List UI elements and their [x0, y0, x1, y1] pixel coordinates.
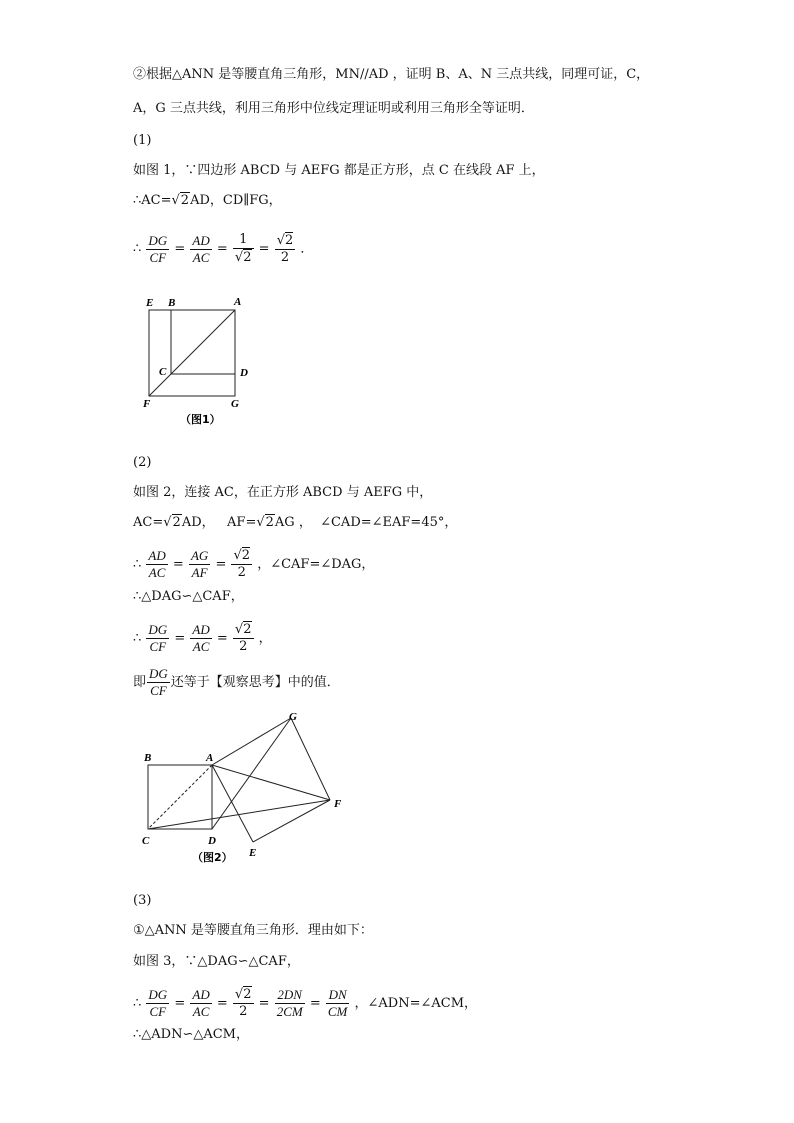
fraction	[326, 987, 350, 1020]
equals: =	[174, 241, 186, 257]
text-line	[133, 514, 457, 532]
fraction	[275, 987, 305, 1020]
segment-af	[212, 765, 330, 800]
section-label: (1)	[133, 133, 152, 148]
text-line: ∴△ADN∽△ACM，	[133, 1027, 249, 1042]
equals: =	[309, 996, 321, 1011]
denominator: AC	[192, 249, 210, 265]
equals: =	[216, 631, 228, 646]
section-label: (2)	[133, 455, 152, 470]
point-label-f: F	[334, 798, 342, 810]
text: AG ，	[274, 515, 312, 530]
denominator: CF	[149, 639, 167, 654]
point-label-e: E	[146, 297, 154, 309]
equals: =	[216, 996, 228, 1011]
diagonal-af	[149, 310, 235, 396]
equals: =	[258, 996, 270, 1011]
text: ∴	[133, 241, 142, 257]
denominator: 2	[237, 565, 246, 580]
point-label-f: F	[143, 398, 151, 410]
text-line: 如图 1，∵四边形 ABCD 与 AEFG 都是正方形，点 C 在线段 AF 上，	[133, 163, 545, 178]
numerator: DN	[326, 987, 350, 1004]
numerator: AD	[148, 548, 166, 563]
sqrt-expr: √2	[171, 193, 190, 208]
text-line: ①△ANN 是等腰直角三角形．理由如下：	[133, 923, 373, 938]
denominator: AC	[148, 565, 166, 580]
fraction	[190, 987, 211, 1020]
equation-line	[133, 232, 313, 266]
segment-ea	[212, 765, 253, 842]
fraction	[190, 233, 211, 266]
fraction	[189, 548, 210, 581]
fraction	[233, 987, 254, 1020]
point-label-c: C	[142, 835, 150, 847]
section-label: (3)	[133, 893, 152, 908]
text-line: 如图 2，连接 AC，在正方形 ABCD 与 AEFG 中，	[133, 485, 433, 500]
point-label-a: A	[206, 752, 214, 764]
sqrt-expr: √2	[256, 515, 274, 530]
numerator: DG	[148, 987, 168, 1002]
figure-caption: （图2）	[192, 851, 233, 864]
point-label-a: A	[234, 296, 242, 308]
numerator: AD	[192, 232, 210, 248]
equation-line	[133, 548, 374, 581]
text: AF=	[227, 515, 257, 530]
text: ∴	[133, 557, 142, 572]
text-line: 如图 3，∵△DAG∽△CAF，	[133, 954, 300, 969]
denominator: CF	[150, 683, 167, 698]
denominator: CF	[149, 1004, 167, 1019]
numerator: DG	[148, 232, 168, 248]
text: AD，CD∥FG，	[190, 193, 282, 208]
numerator: √2	[234, 622, 252, 637]
denominator: √2	[234, 250, 252, 265]
numerator: √2	[234, 987, 252, 1002]
point-label-g: G	[289, 711, 297, 723]
equals: =	[174, 631, 186, 646]
point-label-c: C	[159, 366, 167, 378]
fraction	[231, 548, 252, 581]
numerator: DG	[149, 666, 168, 681]
text-line: ∴△DAG∽△CAF，	[133, 589, 244, 604]
denominator: AF	[191, 565, 208, 580]
equals: =	[215, 557, 227, 572]
fraction	[146, 233, 169, 266]
fraction	[233, 622, 254, 655]
denominator: 2CM	[276, 1004, 303, 1019]
numerator: √2	[233, 548, 251, 563]
equation-line	[133, 622, 272, 655]
numerator: AD	[192, 622, 210, 637]
fraction	[275, 233, 296, 266]
text: AC=	[133, 515, 164, 530]
numerator: DG	[148, 622, 168, 637]
point-label-b: B	[168, 297, 176, 309]
fraction	[146, 987, 169, 1020]
text-line: ②根据△ANN 是等腰直角三角形，MN//AD ，证明 B、A、N 三点共线，同理可证，C，	[133, 67, 650, 82]
point-label-b: B	[144, 752, 152, 764]
segment-gf	[291, 718, 330, 800]
fraction	[147, 666, 170, 699]
text: ，∠ADN=∠ACM，	[354, 996, 478, 1011]
text: 还等于【观察思考】中的值．	[170, 675, 340, 690]
denominator: AC	[192, 639, 210, 654]
radicand: 2	[180, 193, 190, 208]
point-label-d: D	[208, 835, 216, 847]
text: ，∠CAF=∠DAG，	[257, 557, 375, 572]
text: ∴	[133, 631, 142, 646]
text: ∠CAD=∠EAF=45°，	[320, 515, 458, 530]
fraction	[233, 232, 254, 266]
segment-ag	[212, 718, 291, 765]
denominator: CM	[327, 1004, 348, 1019]
point-label-d: D	[240, 367, 248, 379]
text: ∴AC=	[133, 193, 172, 208]
numerator: 1	[233, 232, 254, 249]
denominator: AC	[192, 1004, 210, 1019]
equation-line	[133, 666, 340, 699]
text-line: A，G 三点共线，利用三角形中位线定理证明或利用三角形全等证明．	[133, 101, 534, 116]
sqrt-expr: √2	[163, 515, 181, 530]
text: ∴	[133, 996, 142, 1011]
numerator: AG	[190, 548, 209, 563]
text: 即	[133, 675, 147, 690]
figure-caption: （图1）	[180, 413, 221, 426]
text: AD，	[181, 515, 215, 530]
fraction	[190, 622, 211, 655]
denominator: 2	[280, 249, 290, 265]
segment-ac-dashed	[148, 765, 212, 829]
equation-line	[133, 987, 477, 1020]
point-label-e: E	[249, 847, 257, 859]
equals: =	[172, 557, 184, 572]
equals: =	[174, 996, 186, 1011]
numerator: 2DN	[275, 987, 305, 1004]
equals: =	[216, 241, 228, 257]
text: ，	[258, 631, 272, 646]
numerator: AD	[192, 987, 210, 1002]
denominator: 2	[239, 1004, 248, 1019]
denominator: 2	[239, 639, 248, 654]
text-line	[133, 192, 282, 210]
figure-1	[140, 292, 260, 432]
fraction	[146, 548, 167, 581]
equals: =	[258, 241, 270, 257]
numerator: √2	[276, 232, 294, 248]
denominator: CF	[149, 249, 167, 265]
text: ．	[300, 241, 314, 257]
figure-2	[138, 708, 358, 868]
point-label-g: G	[231, 398, 239, 410]
fraction	[146, 622, 169, 655]
